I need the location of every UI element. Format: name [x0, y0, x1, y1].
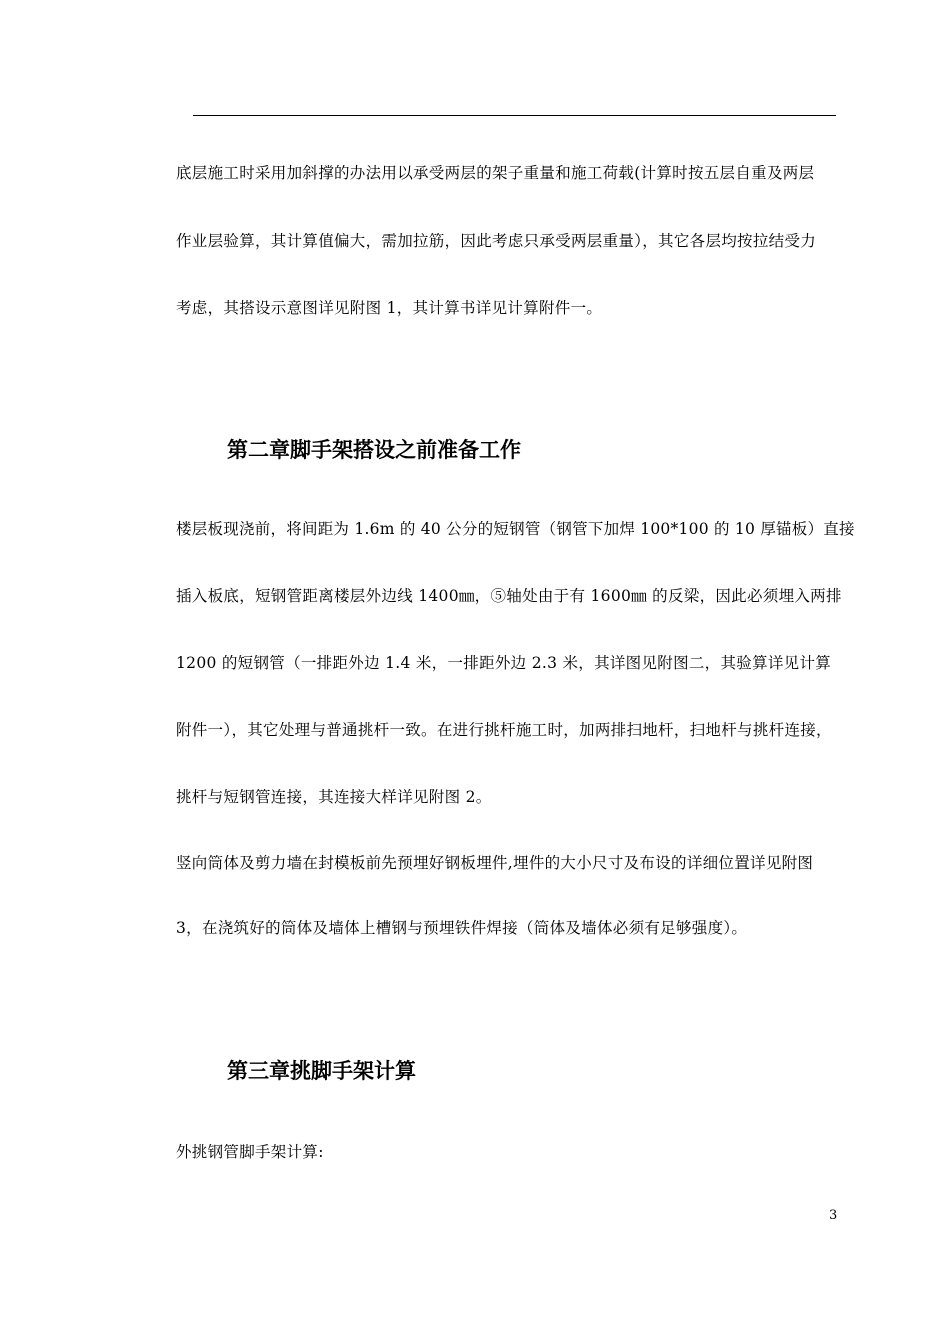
chapter2-line-1: 楼层板现浇前，将间距为 1.6m 的 40 公分的短钢管（钢管下加焊 100*100 的 10 厚锚板）直接 [176, 520, 855, 538]
chapter2-line-5: 挑杆与短钢管连接，其连接大样详见附图 2。 [176, 788, 492, 806]
chapter2-line-2: 插入板底，短钢管距离楼层外边线 1400㎜，⑤轴处由于有 1600㎜ 的反梁，因此必须埋入两排 [176, 587, 842, 605]
header-rule [193, 115, 836, 116]
chapter3-line-1: 外挑钢管脚手架计算: [176, 1143, 324, 1161]
chapter2-line-7: 3，在浇筑好的筒体及墙体上槽钢与预埋铁件焊接（筒体及墙体必须有足够强度）。 [176, 919, 748, 937]
chapter3-heading: 第三章挑脚手架计算 [227, 1058, 416, 1083]
chapter2-line-4: 附件一），其它处理与普通挑杆一致。在进行挑杆施工时，加两排扫地杆，扫地杆与挑杆连接， [176, 721, 832, 739]
intro-line-2: 作业层验算，其计算值偏大，需加拉筋，因此考虑只承受两层重量），其它各层均按拉结受力 [176, 232, 817, 250]
chapter2-heading: 第二章脚手架搭设之前准备工作 [227, 437, 521, 462]
intro-line-1: 底层施工时采用加斜撑的办法用以承受两层的架子重量和施工荷载(计算时按五层自重及两层 [176, 164, 815, 182]
page-number: 3 [829, 1208, 838, 1223]
intro-line-3: 考虑，其搭设示意图详见附图 1，其计算书详见计算附件一。 [176, 299, 603, 317]
chapter2-line-3: 1200 的短钢管（一排距外边 1.4 米，一排距外边 2.3 米，其详图见附图二，其验算详见计算 [176, 654, 832, 672]
chapter2-line-6: 竖向筒体及剪力墙在封模板前先预埋好钢板埋件,埋件的大小尺寸及布设的详细位置详见附图 [176, 854, 814, 872]
